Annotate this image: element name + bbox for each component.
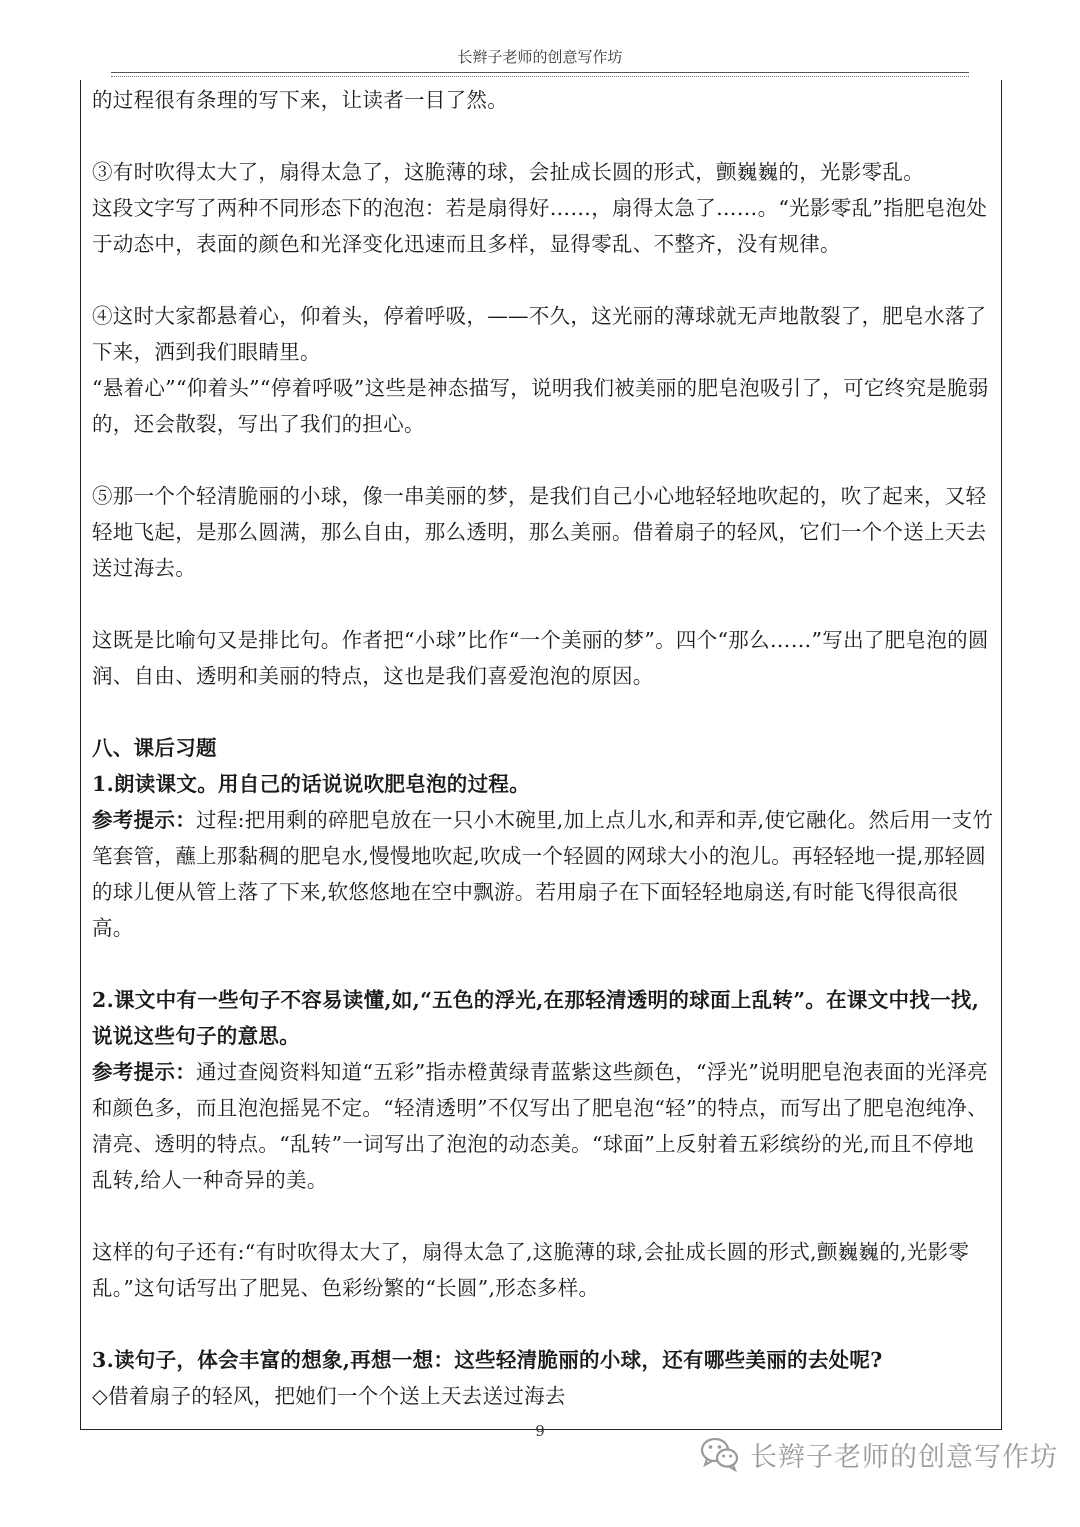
quote-sentence: ⑤那一个个轻清脆丽的小球，像一串美丽的梦，是我们自己小心地轻轻地吹起的，吹了起来，又轻轻地飞起，是那么圆满，那么自由，那么透明，那么美丽。借着扇子的轻风，它们一个个送上天去送过海去。 — [92, 484, 987, 580]
paragraph: 的过程很有条理的写下来，让读者一目了然。 — [92, 88, 508, 112]
header-rule-dotted — [111, 76, 969, 77]
header-rule — [111, 72, 969, 73]
spacer — [92, 586, 994, 622]
analysis: 这段文字写了两种不同形态下的泡泡：若是扇得好……，扇得太急了……。“光影零乱”指肥皂泡处于动态中，表面的颜色和光泽变化迅速而且多样，显得零乱、不整齐，没有规律。 — [92, 196, 988, 256]
spacer — [92, 1198, 994, 1234]
answer-3: ◇借着扇子的轻风，把她们一个个送上天去送过海去 — [92, 1384, 566, 1408]
quote-sentence: ③有时吹得太大了，扇得太急了，这脆薄的球，会扯成长圆的形式，颤巍巍的，光影零乱。 — [92, 160, 924, 184]
answer-text: 过程:把用剩的碎肥皂放在一只小木碗里,加上点儿水,和弄和弄,使它融化。然后用一支竹笔套管，蘸上那黏稠的肥皂水,慢慢地吹起,吹成一个轻圆的网球大小的泡儿。再轻轻地一提,那轻圆的球儿便从管上落了下来,软悠悠地在空中飘游。若用扇子在下面轻轻地扇送,有时能飞得很高很高。 — [92, 808, 994, 940]
page-number: 9 — [535, 1422, 545, 1440]
quote-sentence: ④这时大家都悬着心，仰着头，停着呼吸，——不久，这光丽的薄球就无声地散裂了，肥皂水落了下来，洒到我们眼睛里。 — [92, 304, 987, 364]
question-1: 1.朗读课文。用自己的话说说吹肥皂泡的过程。 — [92, 772, 530, 796]
watermark — [700, 1430, 1060, 1478]
answer-text: 通过查阅资料知道“五彩”指赤橙黄绿青蓝紫这些颜色，“浮光”说明肥皂泡表面的光泽亮和颜色多，而且泡泡摇晃不定。“轻清透明”不仅写出了肥皂泡“轻”的特点，而写出了肥皂泡纯净、清亮、透明的特点。“乱转”一词写出了泡泡的动态美。“球面”上反射着五彩缤纷的光,而且不停地乱转,给人一种奇异的美。 — [92, 1060, 988, 1192]
analysis: 这既是比喻句又是排比句。作者把“小球”比作“一个美丽的梦”。四个“那么……”写出了肥皂泡的圆润、自由、透明和美丽的特点，这也是我们喜爱泡泡的原因。 — [92, 628, 989, 688]
answer-1 — [92, 802, 994, 946]
hint-label: 参考提示： — [92, 808, 196, 832]
watermark-text: 长辫子老师的创意写作坊 — [750, 1441, 1058, 1473]
answer-2-extra: 这样的句子还有:“有时吹得太大了，扇得太急了,这脆薄的球,会扯成长圆的形式,颤巍巍的,光影零乱。”这句话写出了肥晃、色彩纷繁的“长圆”,形态多样。 — [92, 1240, 970, 1300]
page-header: 长辫子老师的创意写作坊 — [457, 48, 623, 66]
answer-2 — [92, 1054, 994, 1198]
section-heading: 八、课后习题 — [92, 736, 217, 760]
question-2: 2.课文中有一些句子不容易读懂,如,“五色的浮光,在那轻清透明的球面上乱转”。在课文中找一找,说说这些句子的意思。 — [92, 988, 980, 1048]
spacer — [92, 1306, 994, 1342]
wechat-icon — [700, 1436, 740, 1472]
spacer — [92, 946, 994, 982]
spacer — [92, 442, 994, 478]
spacer — [92, 694, 994, 730]
hint-label: 参考提示： — [92, 1060, 196, 1084]
question-3: 3.读句子，体会丰富的想象,再想一想：这些轻清脆丽的小球，还有哪些美丽的去处呢? — [92, 1348, 883, 1372]
spacer — [92, 262, 994, 298]
analysis: “悬着心”“仰着头”“停着呼吸”这些是神态描写，说明我们被美丽的肥皂泡吸引了，可它终究是脆弱的，还会散裂，写出了我们的担心。 — [92, 376, 989, 436]
spacer — [92, 118, 994, 154]
document-body — [92, 82, 994, 1414]
